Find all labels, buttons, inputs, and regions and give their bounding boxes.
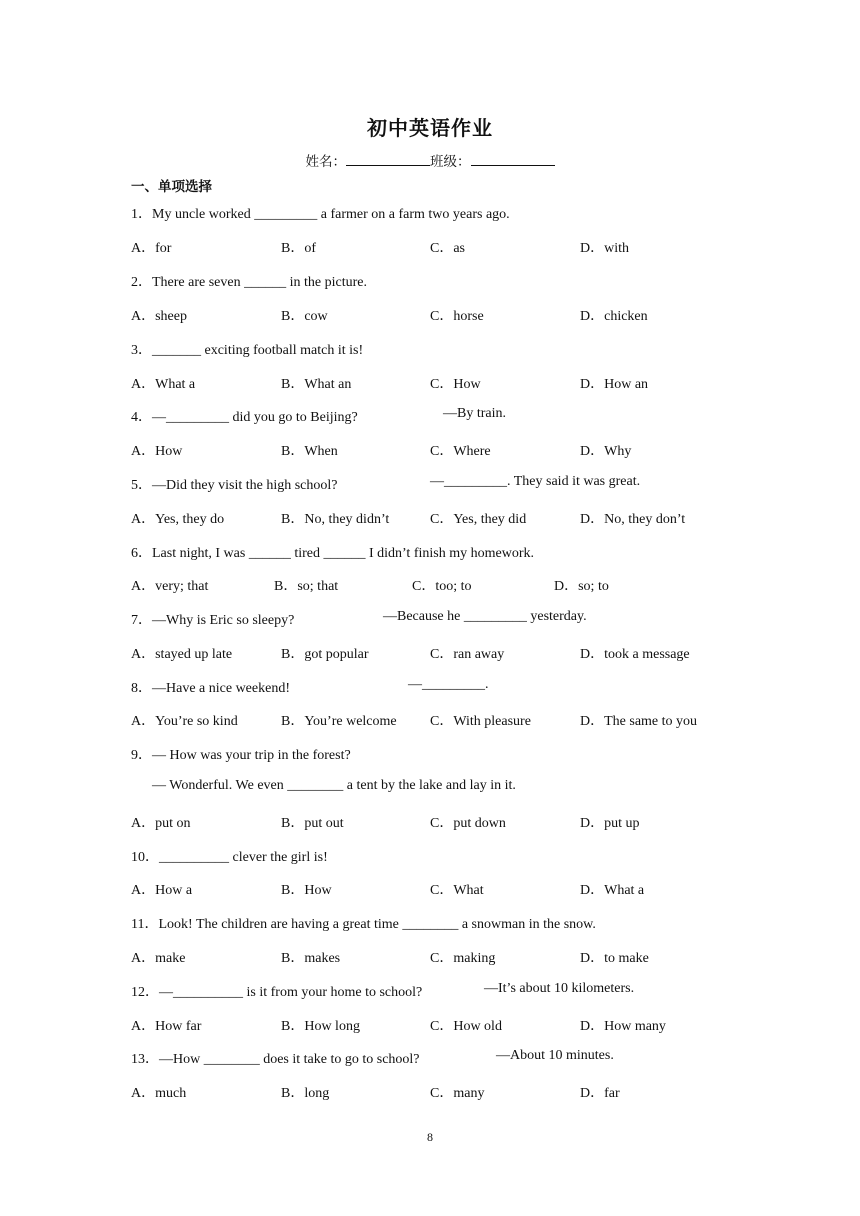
question-8-stem: 8．—Have a nice weekend! <box>131 681 290 696</box>
class-label: 班级： <box>430 154 471 170</box>
q3-option-b: B．What an <box>281 377 352 392</box>
q7-option-c: C．ran away <box>430 647 505 662</box>
question-3-stem: 3．_______ exciting football match it is! <box>131 343 364 358</box>
q13-option-b: B．long <box>281 1086 330 1101</box>
q11-option-b: B．makes <box>281 951 341 966</box>
q11-option-c: C．making <box>430 951 496 966</box>
question-8-reply: —_________. <box>408 677 489 692</box>
question-2-stem: 2．There are seven ______ in the picture. <box>131 275 367 290</box>
q6-option-d: D．so; to <box>554 579 609 594</box>
q2-option-b: B．cow <box>281 309 328 324</box>
q3-option-c: C．How <box>430 377 481 392</box>
page-number: 8 <box>427 1130 433 1144</box>
q7-option-d: D．took a message <box>580 647 690 662</box>
q9-option-d: D．put up <box>580 816 640 831</box>
question-5-stem: 5．—Did they visit the high school? <box>131 478 338 493</box>
question-4-reply: —By train. <box>443 406 506 421</box>
q5-option-c: C．Yes, they did <box>430 512 527 527</box>
q4-option-c: C．Where <box>430 444 491 459</box>
question-13-stem: 13．—How ________ does it take to go to school? <box>131 1052 420 1067</box>
q10-option-d: D．What a <box>580 883 645 898</box>
question-11-stem: 11．Look! The children are having a great time ________ a snowman in the snow. <box>131 917 596 932</box>
question-1-stem: 1．My uncle worked _________ a farmer on a farm two years ago. <box>131 207 510 222</box>
q13-option-d: D．far <box>580 1086 620 1101</box>
question-9-stem-line2: — Wonderful. We even ________ a tent by the lake and lay in it. <box>152 778 516 793</box>
q6-option-c: C．too; to <box>412 579 472 594</box>
q8-option-b: B．You’re welcome <box>281 714 397 729</box>
q10-option-c: C．What <box>430 883 484 898</box>
q5-option-a: A．Yes, they do <box>131 512 225 527</box>
q13-option-c: C．many <box>430 1086 485 1101</box>
q10-option-b: B．How <box>281 883 332 898</box>
q8-option-a: A．You’re so kind <box>131 714 238 729</box>
q4-option-a: A．How <box>131 444 183 459</box>
q7-option-a: A．stayed up late <box>131 647 233 662</box>
q5-option-b: B．No, they didn’t <box>281 512 390 527</box>
q4-option-d: D．Why <box>580 444 632 459</box>
q8-option-c: C．With pleasure <box>430 714 531 729</box>
q2-option-a: A．sheep <box>131 309 187 324</box>
q13-option-a: A．much <box>131 1086 187 1101</box>
q1-option-d: D．with <box>580 241 629 256</box>
q6-option-a: A．very; that <box>131 579 209 594</box>
name-class-line <box>0 150 860 170</box>
q9-option-a: A．put on <box>131 816 191 831</box>
question-7-stem: 7．—Why is Eric so sleepy? <box>131 613 295 628</box>
q2-option-d: D．chicken <box>580 309 648 324</box>
q11-option-a: A．make <box>131 951 186 966</box>
q12-option-b: B．How long <box>281 1019 360 1034</box>
q9-option-c: C．put down <box>430 816 506 831</box>
question-13-reply: —About 10 minutes. <box>496 1048 614 1063</box>
q12-option-c: C．How old <box>430 1019 502 1034</box>
q5-option-d: D．No, they don’t <box>580 512 686 527</box>
name-blank <box>346 153 430 166</box>
page-title: 初中英语作业 <box>367 116 493 140</box>
q1-option-c: C．as <box>430 241 465 256</box>
question-4-stem: 4．—_________ did you go to Beijing? <box>131 410 358 425</box>
q12-option-a: A．How far <box>131 1019 202 1034</box>
question-9-stem: 9．— How was your trip in the forest? <box>131 748 351 763</box>
q1-option-b: B．of <box>281 241 316 256</box>
question-10-stem: 10．__________ clever the girl is! <box>131 850 328 865</box>
question-7-reply: —Because he _________ yesterday. <box>383 609 587 624</box>
q9-option-b: B．put out <box>281 816 344 831</box>
q12-option-d: D．How many <box>580 1019 666 1034</box>
question-6-stem: 6．Last night, I was ______ tired ______ I didn’t finish my homework. <box>131 546 534 561</box>
q6-option-b: B．so; that <box>274 579 339 594</box>
q11-option-d: D．to make <box>580 951 649 966</box>
q1-option-a: A．for <box>131 241 172 256</box>
q7-option-b: B．got popular <box>281 647 369 662</box>
q3-option-a: A．What a <box>131 377 196 392</box>
q3-option-d: D．How an <box>580 377 649 392</box>
q8-option-d: D．The same to you <box>580 714 698 729</box>
question-12-stem: 12．—__________ is it from your home to school? <box>131 985 423 1000</box>
question-5-reply: —_________. They said it was great. <box>430 474 641 489</box>
question-12-reply: —It’s about 10 kilometers. <box>484 981 635 996</box>
q2-option-c: C．horse <box>430 309 484 324</box>
name-label: 姓名： <box>305 154 346 170</box>
q10-option-a: A．How a <box>131 883 193 898</box>
class-blank <box>471 153 555 166</box>
section-title: 一、单项选择 <box>131 179 212 195</box>
q4-option-b: B．When <box>281 444 338 459</box>
